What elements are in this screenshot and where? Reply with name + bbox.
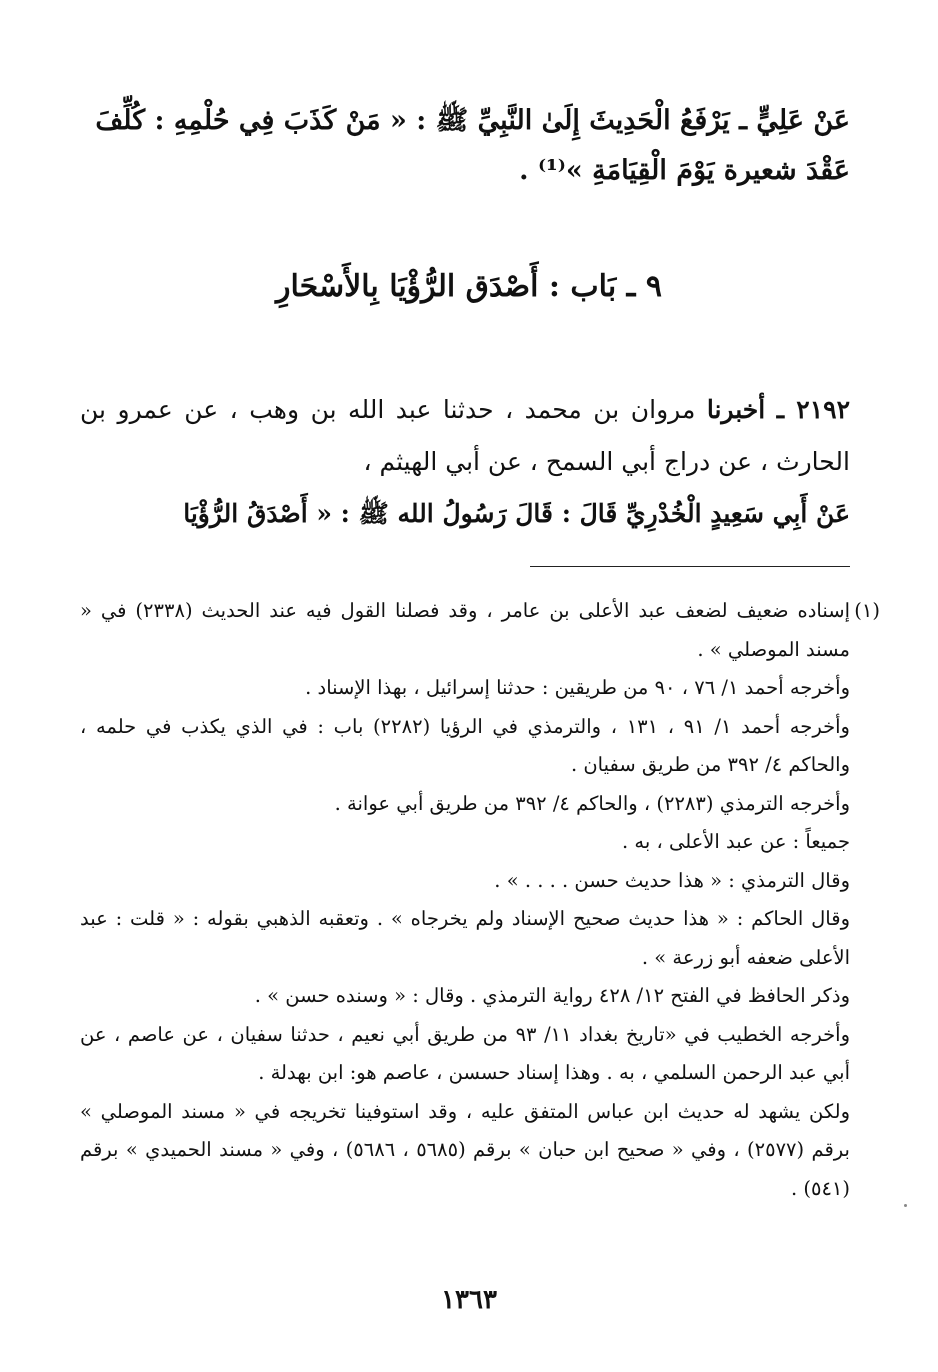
footnote-marker: (١): [854, 599, 880, 622]
footnote-line: جميعاً : عن عبد الأعلى ، به .: [621, 830, 850, 853]
hadith-matn: عَنْ أَبِي سَعِيدٍ الْخُدْرِيِّ قَالَ : قَالَ رَسُولُ الله ﷺ : « أَصْدَقُ الرُّؤْيَا: [183, 499, 850, 528]
scan-speck: [904, 1204, 907, 1207]
hadith-chain-start: أخبرنا: [706, 395, 766, 424]
footnote-line: ولكن يشهد له حديث ابن عباس المتفق عليه ، وقد استوفينا تخريجه في « مسند الموصلي » برقم (٢٥٧٧) ، وفي « صحيح ابن حبان » برقم (٥٦٨٥ ، ٥٦٨٦) ، وفي « مسند الحميدي » برقم (٥٤١) .: [80, 1099, 850, 1200]
footnote-line: إسناده ضعيف لضعف عبد الأعلى بن عامر ، وقد فصلنا القول فيه عند الحديث (٢٣٣٨) في « مسند الموصلي » .: [80, 599, 850, 661]
previous-hadith-line-2: عَقْدَ شعيرة يَوْمَ الْقِيَامَةِ »⁽¹⁾ .: [519, 155, 850, 186]
hadith-2192: [80, 384, 850, 540]
hadith-number: ٢١٩٢ ـ: [776, 395, 851, 424]
chapter-title: ٩ ـ بَاب : أَصْدَق الرُّؤْيَا بِالأَسْحَارِ: [276, 269, 662, 304]
footnote-line: وذكر الحافظ في الفتح ١٢/ ٤٢٨ رواية الترمذي . وقال : « وسنده حسن » .: [254, 984, 850, 1007]
footnote-line: وأخرجه أحمد ١/ ٧٦ ، ٩٠ من طريقين : حدثنا إسرائيل ، بهذا الإسناد .: [305, 676, 850, 699]
footnote-line: وأخرجه الخطيب في «تاريخ بغداد ١١/ ٩٣ من طريق أبي نعيم ، حدثنا سفيان ، عن عاصم ، عن أبي عبد الرحمن السلمي ، به . وهذا إسناد حسسن ، عاصم هو: ابن بهدلة .: [80, 1022, 850, 1084]
footnote-line: وأخرجه أحمد ١/ ٩١ ، ١٣١ ، والترمذي في الرؤيا (٢٢٨٢) باب : في الذي يكذب في حلمه ، والحاكم ٤/ ٣٩٢ من طريق سفيان .: [80, 714, 850, 776]
footnote-line: وقال الحاكم : « هذا حديث صحيح الإسناد ولم يخرجاه » . وتعقبه الذهبي بقوله : « قلت : عبد الأعلى ضعفه أبو زرعة » .: [80, 907, 850, 969]
footnote-line: وأخرجه الترمذي (٢٢٨٣) ، والحاكم ٤/ ٣٩٢ من طريق أبي عوانة .: [334, 791, 850, 815]
hadith-chain: مروان بن محمد ، حدثنا عبد الله بن وهب ، عن عمرو بن الحارث ، عن دراج أبي السمح ، عن أبي الهيثم ،: [80, 395, 850, 476]
page-number: ١٣٦٣: [441, 1285, 497, 1315]
footnote-divider: [530, 566, 850, 567]
previous-hadith-line-1: عَنْ عَلِيٍّ ـ يَرْفَعُ الْحَدِيثَ إِلَىٰ النَّبِيِّ ﷺ : « مَنْ كَذَبَ فِي حُلْمِهِ : كُلِّفَ: [95, 105, 850, 136]
footnote-section: [80, 592, 850, 1208]
footnote-line: وقال الترمذي : « هذا حديث حسن . . . . » .: [494, 868, 850, 892]
previous-hadith-ending: [80, 96, 850, 196]
